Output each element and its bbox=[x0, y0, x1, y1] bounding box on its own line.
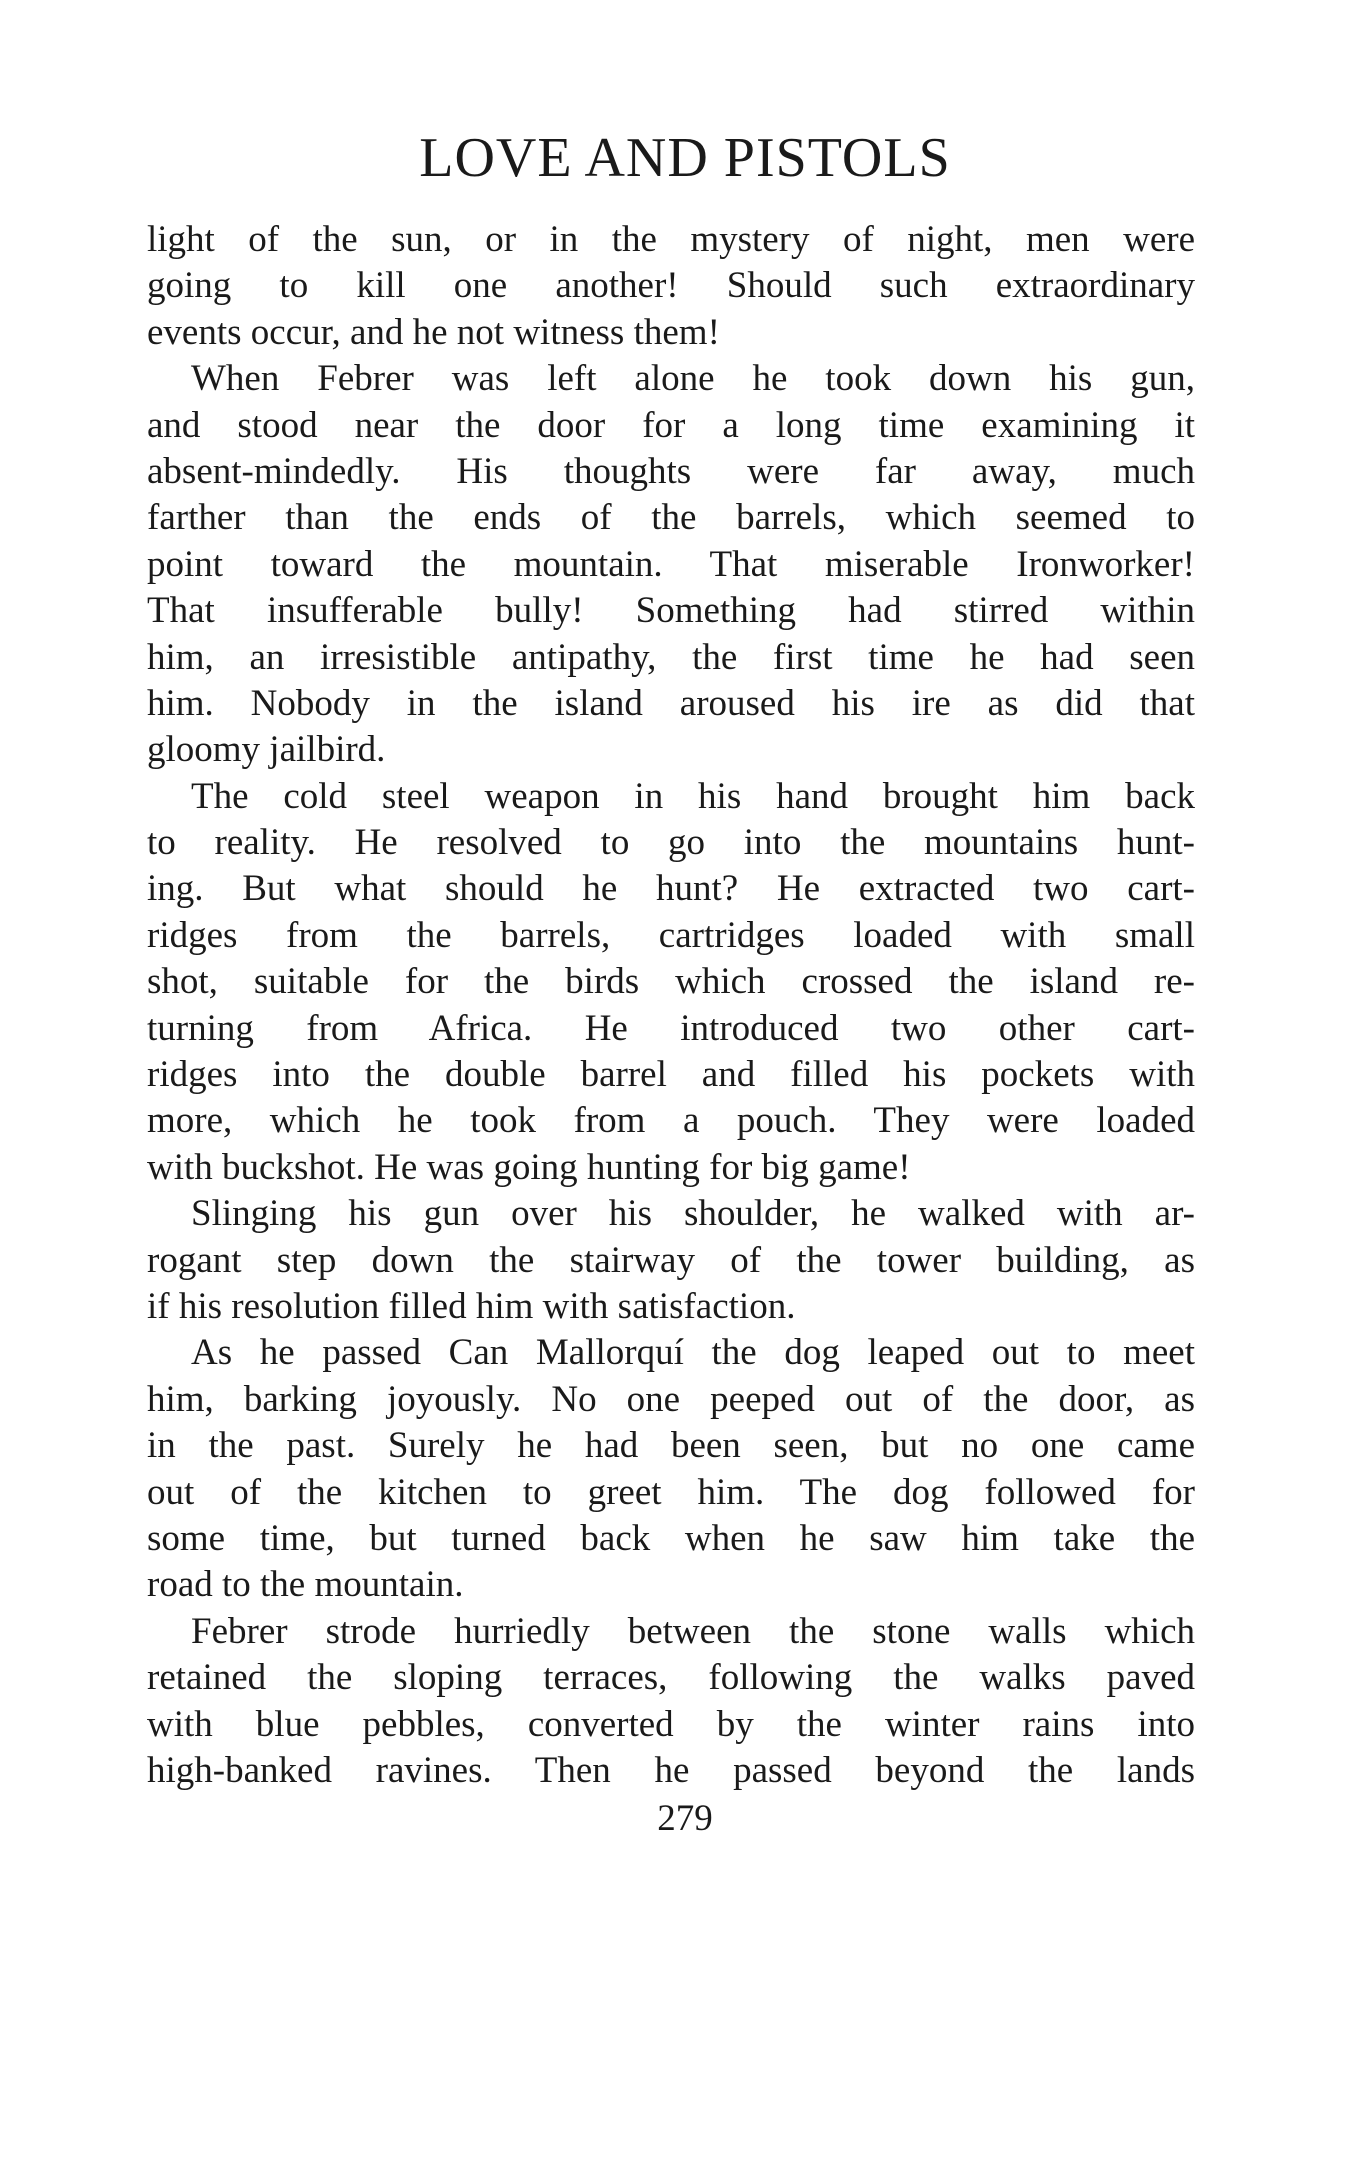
text-line: absent-mindedly. His thoughts were far away, much bbox=[147, 450, 1195, 492]
text-line: to reality. He resolved to go into the mountains hunt- bbox=[147, 822, 1195, 864]
text-line: with blue pebbles, converted by the winter rains into bbox=[147, 1703, 1195, 1745]
paragraph bbox=[147, 1191, 1195, 1330]
text-line: Febrer strode hurriedly between the stone walls which bbox=[191, 1610, 1195, 1652]
text-line: out of the kitchen to greet him. The dog followed for bbox=[147, 1471, 1195, 1513]
paragraph bbox=[147, 356, 1195, 774]
text-line: turning from Africa. He introduced two other cart- bbox=[147, 1007, 1195, 1049]
text-line: in the past. Surely he had been seen, but no one came bbox=[147, 1425, 1195, 1467]
text-line: and stood near the door for a long time examining it bbox=[147, 404, 1195, 446]
text-line: events occur, and he not witness them! bbox=[147, 311, 720, 353]
page-body bbox=[147, 217, 1195, 1794]
page-number: 279 bbox=[657, 1798, 713, 1839]
text-line: shot, suitable for the birds which crossed the island re- bbox=[147, 961, 1195, 1003]
text-line: him, an irresistible antipathy, the first time he had seen bbox=[147, 636, 1195, 678]
text-line: Slinging his gun over his shoulder, he walked with ar- bbox=[191, 1193, 1195, 1235]
text-line: That insufferable bully! Something had stirred within bbox=[147, 590, 1195, 632]
text-line: light of the sun, or in the mystery of night, men were bbox=[147, 219, 1195, 260]
text-line: if his resolution filled him with satisfaction. bbox=[147, 1285, 796, 1327]
text-line: going to kill one another! Should such extraordinary bbox=[147, 265, 1195, 307]
text-line: point toward the mountain. That miserable Ironworker! bbox=[147, 543, 1195, 585]
paragraph bbox=[147, 217, 1195, 356]
text-line: As he passed Can Mallorquí the dog leaped out to meet bbox=[191, 1332, 1195, 1374]
text-line: with buckshot. He was going hunting for big game! bbox=[147, 1146, 911, 1188]
text-line: ridges from the barrels, cartridges loaded with small bbox=[147, 914, 1195, 956]
text-line: When Febrer was left alone he took down his gun, bbox=[191, 358, 1195, 400]
text-line: gloomy jailbird. bbox=[147, 729, 386, 771]
text-line: retained the sloping terraces, following the walks paved bbox=[147, 1657, 1195, 1699]
text-line: high-banked ravines. Then he passed beyond the lands bbox=[147, 1749, 1195, 1791]
paragraph bbox=[147, 1330, 1195, 1608]
text-line: ridges into the double barrel and filled his pockets with bbox=[147, 1054, 1195, 1096]
paragraph bbox=[147, 1609, 1195, 1795]
text-line: farther than the ends of the barrels, which seemed to bbox=[147, 497, 1195, 539]
text-line: some time, but turned back when he saw him take the bbox=[147, 1517, 1195, 1559]
text-line: him, barking joyously. No one peeped out of the door, as bbox=[147, 1378, 1195, 1420]
text-line: him. Nobody in the island aroused his ire as did that bbox=[147, 682, 1195, 724]
text-line: road to the mountain. bbox=[147, 1564, 464, 1606]
text-line: more, which he took from a pouch. They were loaded bbox=[147, 1100, 1195, 1142]
text-line: The cold steel weapon in his hand brought him back bbox=[191, 775, 1195, 817]
paragraph bbox=[147, 774, 1195, 1192]
running-head: LOVE AND PISTOLS bbox=[419, 127, 951, 189]
text-line: ing. But what should he hunt? He extracted two cart- bbox=[147, 868, 1195, 910]
text-line: rogant step down the stairway of the tower building, as bbox=[147, 1239, 1195, 1281]
